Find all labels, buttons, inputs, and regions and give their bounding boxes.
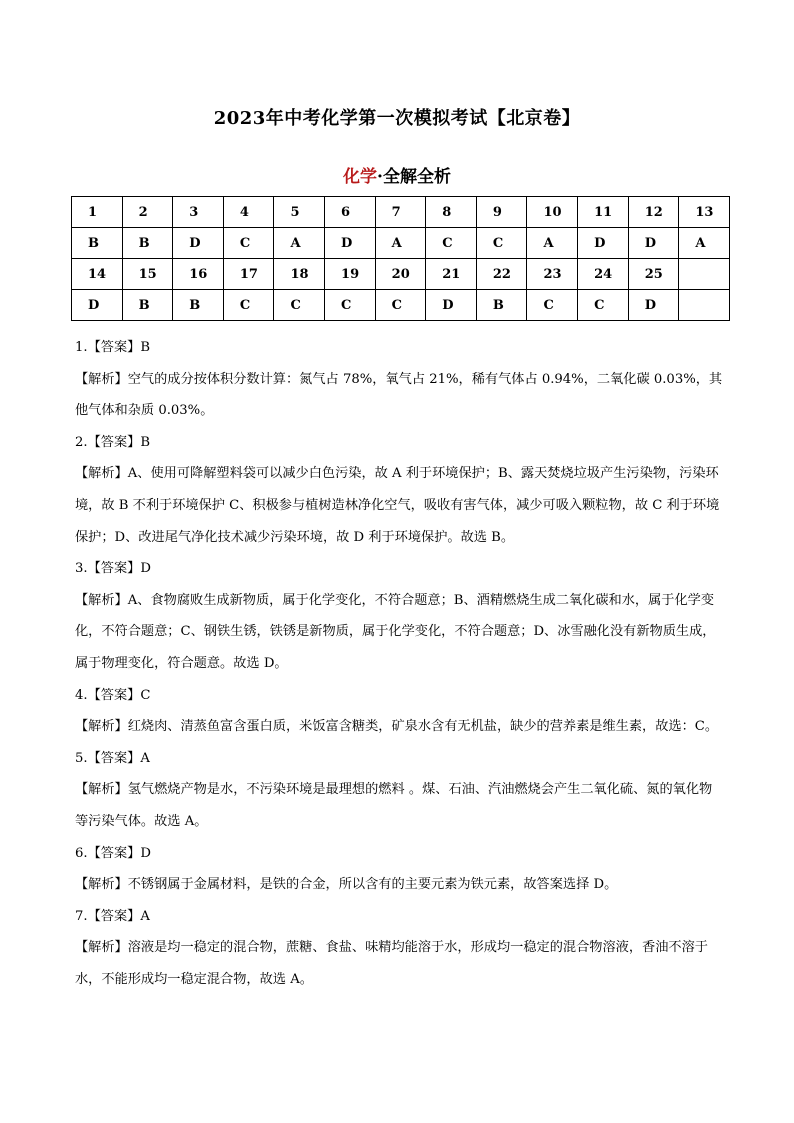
answer-line: 5.【答案】A: [75, 750, 150, 766]
answer-table: [71, 196, 730, 321]
table-cell: 18: [274, 259, 325, 290]
table-cell: D: [325, 228, 376, 259]
analysis-paragraph: 【解析】红烧肉、清蒸鱼富含蛋白质，米饭富含糖类，矿泉水含有无机盐，缺少的营养素是维生素，故选：C。: [75, 719, 719, 735]
table-cell: 7: [375, 197, 426, 228]
subtitle-subject: 化学: [343, 167, 378, 187]
analysis-paragraph: 【解析】氢气燃烧产物是水，不污染环境是最理想的燃料 。煤、石油、汽油燃烧会产生二氧化硫、氮的氧化物等污染气体。故选 A。: [75, 782, 713, 829]
table-cell: A: [679, 228, 730, 259]
answer-key-row: [72, 228, 730, 259]
table-cell: C: [426, 228, 477, 259]
table-cell: 2: [122, 197, 173, 228]
page-title: 2023年中考化学第一次模拟考试【北京卷】: [213, 108, 581, 129]
table-cell: A: [274, 228, 325, 259]
table-cell: 9: [476, 197, 527, 228]
table-cell: 15: [122, 259, 173, 290]
answer-line: 7.【答案】A: [75, 908, 150, 924]
page-subtitle: [0, 162, 794, 187]
table-cell: D: [173, 228, 224, 259]
table-cell: C: [578, 290, 629, 321]
table-cell: 25: [628, 259, 679, 290]
table-cell: 10: [527, 197, 578, 228]
table-cell: 16: [173, 259, 224, 290]
table-cell: 24: [578, 259, 629, 290]
analysis-paragraph: 【解析】不锈钢属于金属材料，是铁的合金，所以含有的主要元素为铁元素，故答案选择 D。: [75, 877, 618, 893]
table-cell: [679, 259, 730, 290]
table-cell: 6: [325, 197, 376, 228]
table-cell: 1: [72, 197, 123, 228]
table-cell: B: [122, 290, 173, 321]
table-cell: C: [223, 228, 274, 259]
question-number-row: [72, 197, 730, 228]
table-cell: A: [527, 228, 578, 259]
table-cell: B: [476, 290, 527, 321]
table-cell: 20: [375, 259, 426, 290]
table-cell: 13: [679, 197, 730, 228]
table-cell: B: [173, 290, 224, 321]
table-cell: 17: [223, 259, 274, 290]
answer-line: 6.【答案】D: [75, 845, 151, 861]
table-cell: B: [72, 228, 123, 259]
table-cell: 8: [426, 197, 477, 228]
analysis-paragraph: 【解析】溶液是均一稳定的混合物，蔗糖、食盐、味精均能溶于水，形成均一稳定的混合物溶液，香油不溶于水，不能形成均一稳定混合物，故选 A。: [75, 940, 708, 987]
table-cell: D: [628, 290, 679, 321]
table-cell: A: [375, 228, 426, 259]
table-cell: D: [628, 228, 679, 259]
table-cell: C: [223, 290, 274, 321]
table-cell: D: [578, 228, 629, 259]
table-cell: 21: [426, 259, 477, 290]
table-cell: D: [72, 290, 123, 321]
table-cell: 23: [527, 259, 578, 290]
table-cell: 11: [578, 197, 629, 228]
subtitle-text: ·全解全析: [377, 167, 451, 187]
answer-key-row: [72, 290, 730, 321]
table-cell: 5: [274, 197, 325, 228]
table-cell: D: [426, 290, 477, 321]
table-cell: B: [122, 228, 173, 259]
solutions-content: [75, 332, 725, 995]
table-cell: 3: [173, 197, 224, 228]
table-cell: 12: [628, 197, 679, 228]
table-cell: C: [527, 290, 578, 321]
analysis-paragraph: 【解析】A、食物腐败生成新物质，属于化学变化，不符合题意；B、酒精燃烧生成二氧化碳和水，属于化学变化，不符合题意；C、钢铁生锈，铁锈是新物质，属于化学变化，不符合题意；D、冰雪融化没有新物质生成，属于物理变化，符合题意。故选 D。: [75, 592, 716, 671]
table-cell: C: [375, 290, 426, 321]
analysis-paragraph: 【解析】A、使用可降解塑料袋可以减少白色污染，故 A 利于环境保护；B、露天焚烧垃圾产生污染物，污染环境，故 B 不利于环境保护 C、积极参与植树造林净化空气，吸收有害气体，减少可吸入颗粒物，故 C 利于环境保护；D、改进尾气净化技术减少污染环境，故 D 利于环境保护。故选 B。: [75, 466, 720, 545]
table-cell: 19: [325, 259, 376, 290]
question-number-row: [72, 259, 730, 290]
analysis-paragraph: 【解析】空气的成分按体积分数计算：氮气占 78%，氧气占 21%，稀有气体占 0.94%，二氧化碳 0.03%，其他气体和杂质 0.03%。: [75, 371, 723, 419]
table-cell: [679, 290, 730, 321]
table-cell: C: [274, 290, 325, 321]
table-cell: 22: [476, 259, 527, 290]
table-cell: C: [325, 290, 376, 321]
answer-line: 1.【答案】B: [75, 340, 151, 355]
answer-line: 3.【答案】D: [75, 561, 151, 577]
table-cell: 14: [72, 259, 123, 290]
answer-line: 2.【答案】B: [75, 434, 151, 450]
answer-line: 4.【答案】C: [75, 687, 151, 703]
table-cell: C: [476, 228, 527, 259]
table-cell: 4: [223, 197, 274, 228]
